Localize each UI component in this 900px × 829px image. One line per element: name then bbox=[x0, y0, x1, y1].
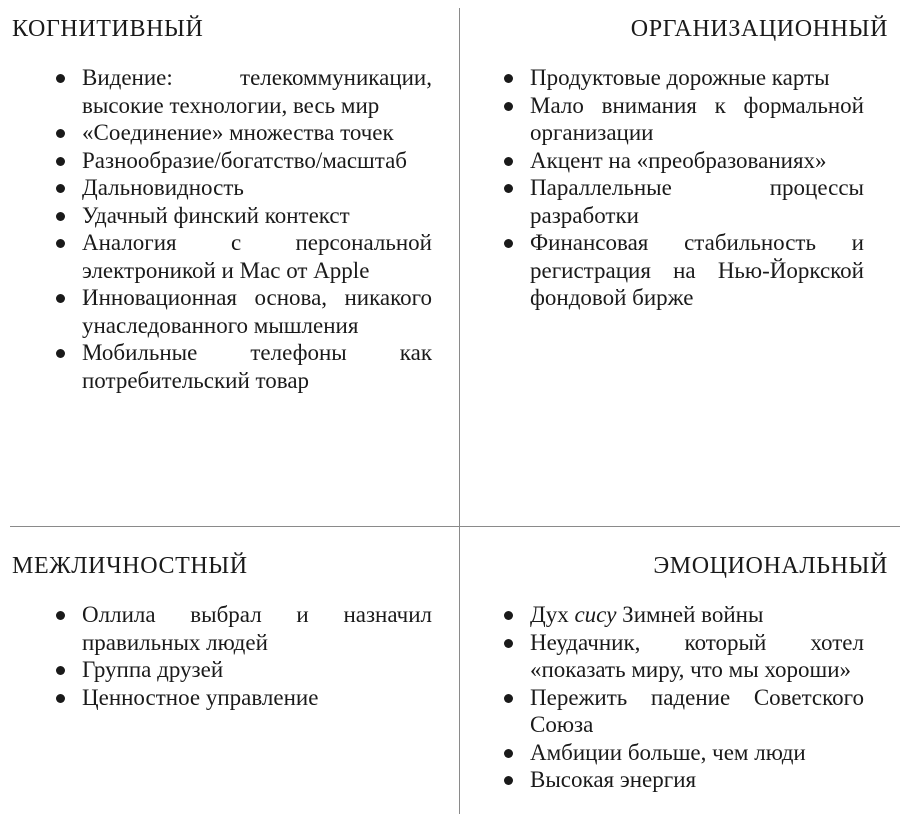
item-text-pre: Дух bbox=[530, 602, 575, 627]
quadrant-cognitive bbox=[12, 12, 432, 394]
bullet-icon bbox=[56, 694, 65, 703]
item-text: Видение: телекоммуникации, высокие технологии, весь мир bbox=[82, 65, 432, 118]
quadrant-interpersonal bbox=[12, 549, 432, 711]
item-text: Аналогия с персональной электроникой и Mac от Apple bbox=[82, 230, 432, 283]
list-item bbox=[54, 284, 432, 339]
list-item bbox=[54, 229, 432, 284]
bullet-icon bbox=[504, 239, 513, 248]
list-item bbox=[54, 202, 432, 230]
bullet-icon bbox=[56, 294, 65, 303]
list-item bbox=[54, 684, 432, 712]
item-text: Инновационная основа, никакого унаследованного мышления bbox=[82, 285, 432, 338]
quadrant-title: ЭМОЦИОНАЛЬНЫЙ bbox=[653, 553, 888, 579]
bullet-icon bbox=[504, 749, 513, 758]
item-text: Разнообразие/богатство/масштаб bbox=[82, 147, 407, 173]
item-text: Группа друзей bbox=[82, 657, 224, 682]
bullet-icon bbox=[56, 239, 65, 248]
bullet-icon bbox=[56, 212, 65, 221]
list-item bbox=[54, 147, 432, 175]
quadrant-title: КОГНИТИВНЫЙ bbox=[12, 16, 204, 42]
item-text: Удачный финский контекст bbox=[82, 202, 350, 228]
quadrant-emotional bbox=[498, 549, 888, 794]
bullet-icon bbox=[504, 694, 513, 703]
item-text: Высокая энергия bbox=[530, 767, 697, 792]
list-item bbox=[502, 174, 864, 229]
bullet-icon bbox=[56, 184, 65, 193]
list-item bbox=[502, 601, 864, 629]
bullet-icon bbox=[56, 611, 65, 620]
item-list bbox=[502, 601, 888, 794]
item-text: Финансовая стабильность и регистрация на Нью-Йоркской фондовой бирже bbox=[530, 230, 864, 310]
horizontal-divider bbox=[10, 526, 900, 527]
list-item bbox=[54, 339, 432, 394]
item-text: Оллила выбрал и назначил правильных людей bbox=[82, 602, 432, 655]
bullet-icon bbox=[56, 666, 65, 675]
list-item bbox=[502, 92, 864, 147]
bullet-icon bbox=[504, 184, 513, 193]
list-item bbox=[54, 601, 432, 656]
item-text-post: Зимней войны bbox=[616, 602, 764, 627]
item-text: Мобильные телефоны как потребительский товар bbox=[82, 340, 432, 393]
item-text: Неудачник, который хотел «показать миру, что мы хороши» bbox=[530, 629, 864, 682]
bullet-icon bbox=[504, 639, 513, 648]
item-text: Дальновидность bbox=[82, 175, 244, 200]
list-item bbox=[54, 656, 432, 684]
item-text: Амбиции больше, чем люди bbox=[530, 739, 806, 765]
list-item bbox=[502, 229, 864, 312]
quadrant-title: МЕЖЛИЧНОСТНЫЙ bbox=[12, 553, 248, 579]
bullet-icon bbox=[56, 129, 65, 138]
quadrant-organizational bbox=[498, 12, 888, 312]
item-text-emphasis: сису bbox=[574, 602, 617, 627]
item-text: Ценностное управление bbox=[82, 684, 319, 710]
list-item bbox=[502, 766, 864, 794]
bullet-icon bbox=[56, 349, 65, 358]
list-item bbox=[502, 629, 864, 684]
list-item bbox=[502, 147, 864, 175]
item-list bbox=[54, 64, 432, 394]
list-item bbox=[54, 64, 432, 119]
bullet-icon bbox=[504, 157, 513, 166]
list-item bbox=[502, 739, 864, 767]
bullet-icon bbox=[56, 74, 65, 83]
item-text: Пережить падение Советского Союза bbox=[530, 684, 864, 737]
bullet-icon bbox=[504, 611, 513, 620]
item-list bbox=[502, 64, 888, 312]
item-text: Акцент на «преобразованиях» bbox=[530, 147, 827, 173]
item-text: Мало внимания к формальной организации bbox=[530, 92, 864, 145]
item-list bbox=[54, 601, 432, 711]
bullet-icon bbox=[504, 776, 513, 785]
quadrant-title: ОРГАНИЗАЦИОННЫЙ bbox=[630, 16, 888, 42]
list-item bbox=[54, 119, 432, 147]
list-item bbox=[502, 684, 864, 739]
bullet-icon bbox=[504, 102, 513, 111]
vertical-divider bbox=[459, 8, 460, 814]
item-text: «Соединение» множества точек bbox=[82, 120, 394, 145]
item-text: Параллельные процессы разработки bbox=[530, 175, 864, 228]
list-item bbox=[502, 64, 864, 92]
bullet-icon bbox=[56, 157, 65, 166]
item-text: Продуктовые дорожные карты bbox=[530, 65, 830, 90]
bullet-icon bbox=[504, 74, 513, 83]
list-item bbox=[54, 174, 432, 202]
